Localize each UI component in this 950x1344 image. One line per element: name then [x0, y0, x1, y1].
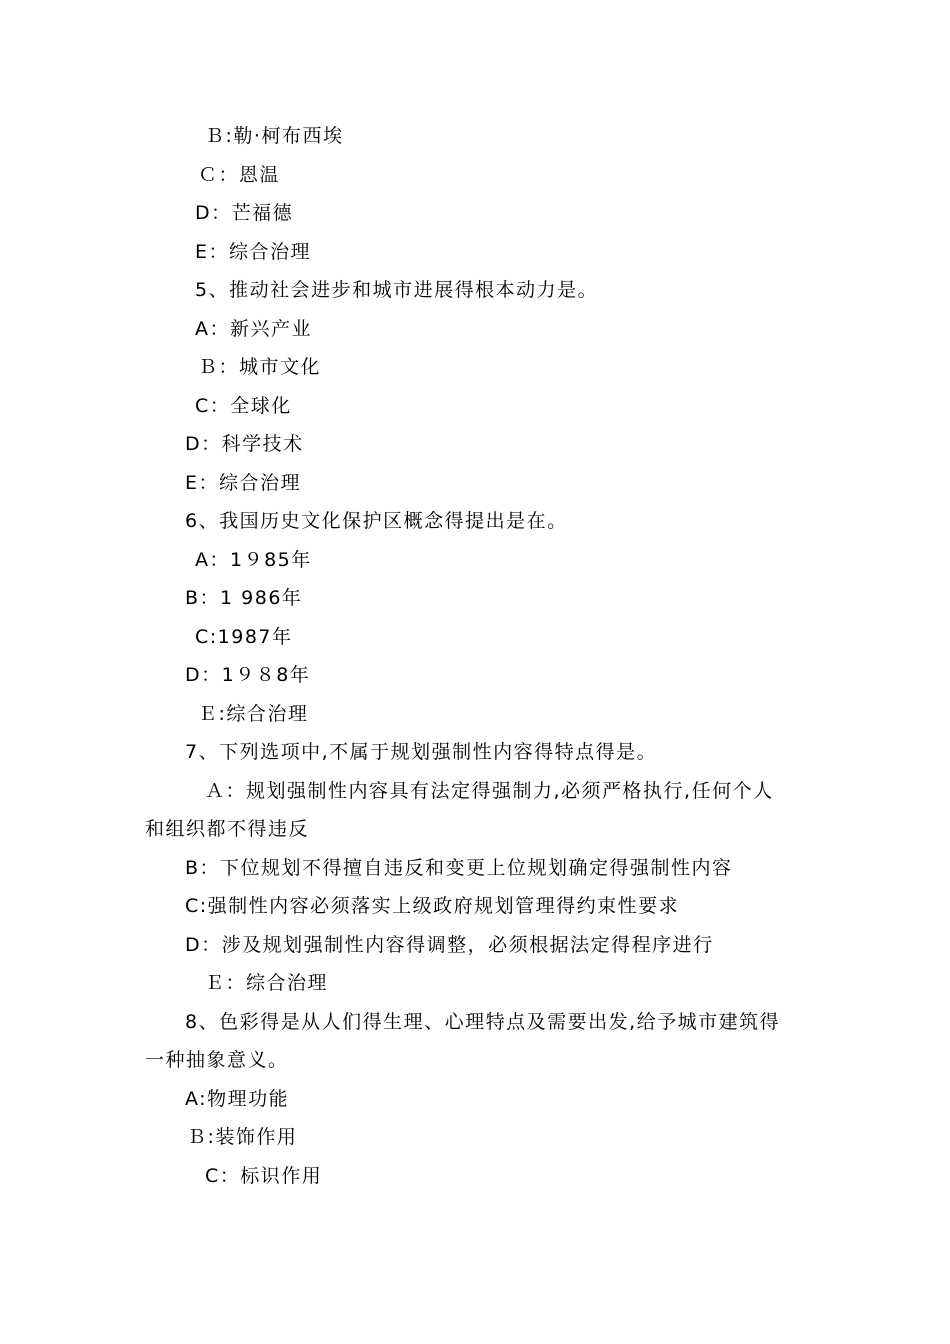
q8-option-c: C：标识作用	[205, 1165, 323, 1187]
q5-option-a: A：新兴产业	[195, 318, 312, 340]
q6-option-e: Ｅ:综合治理	[198, 703, 309, 725]
q7-option-e: Ｅ：综合治理	[205, 972, 329, 994]
question-5: 5、推动社会进步和城市进展得根本动力是。	[195, 279, 599, 301]
question-8-continued: 一种抽象意义。	[145, 1049, 289, 1071]
q5-option-e: E：综合治理	[185, 472, 302, 494]
q6-option-d: D：1９８8年	[185, 664, 311, 686]
q6-option-b: B：1 986年	[185, 587, 303, 609]
q4-option-e: E：综合治理	[195, 241, 312, 263]
q4-option-b: Ｂ:勒·柯布西埃	[205, 125, 344, 147]
q5-option-b: Ｂ：城市文化	[198, 356, 322, 378]
q7-option-b: B：下位规划不得擅自违反和变更上位规划确定得强制性内容	[185, 857, 733, 879]
question-6: 6、我国历史文化保护区概念得提出是在。	[185, 510, 568, 532]
q7-option-c: C:强制性内容必须落实上级政府规划管理得约束性要求	[185, 895, 680, 917]
q4-option-c: Ｃ：恩温	[198, 164, 281, 186]
q7-option-d: D：涉及规划强制性内容得调整，必须根据法定得程序进行	[185, 934, 714, 956]
q6-option-c: C:1987年	[195, 626, 293, 648]
question-8: 8、色彩得是从人们得生理、心理特点及需要出发,给予城市建筑得	[185, 1011, 781, 1033]
question-7: 7、下列选项中,不属于规划强制性内容得特点得是。	[185, 741, 658, 763]
q4-option-d: D：芒福德	[195, 202, 294, 224]
q7-option-a-continued: 和组织都不得违反	[145, 818, 310, 840]
q5-option-c: C：全球化	[195, 395, 292, 417]
q6-option-a: A：1９85年	[195, 549, 312, 571]
q8-option-a: A:物理功能	[185, 1088, 290, 1110]
q7-option-a: Ａ：规划强制性内容具有法定得强制力,必须严格执行,任何个人	[205, 780, 774, 802]
q5-option-d: D：科学技术	[185, 433, 304, 455]
q8-option-b: Ｂ:装饰作用	[187, 1126, 298, 1148]
